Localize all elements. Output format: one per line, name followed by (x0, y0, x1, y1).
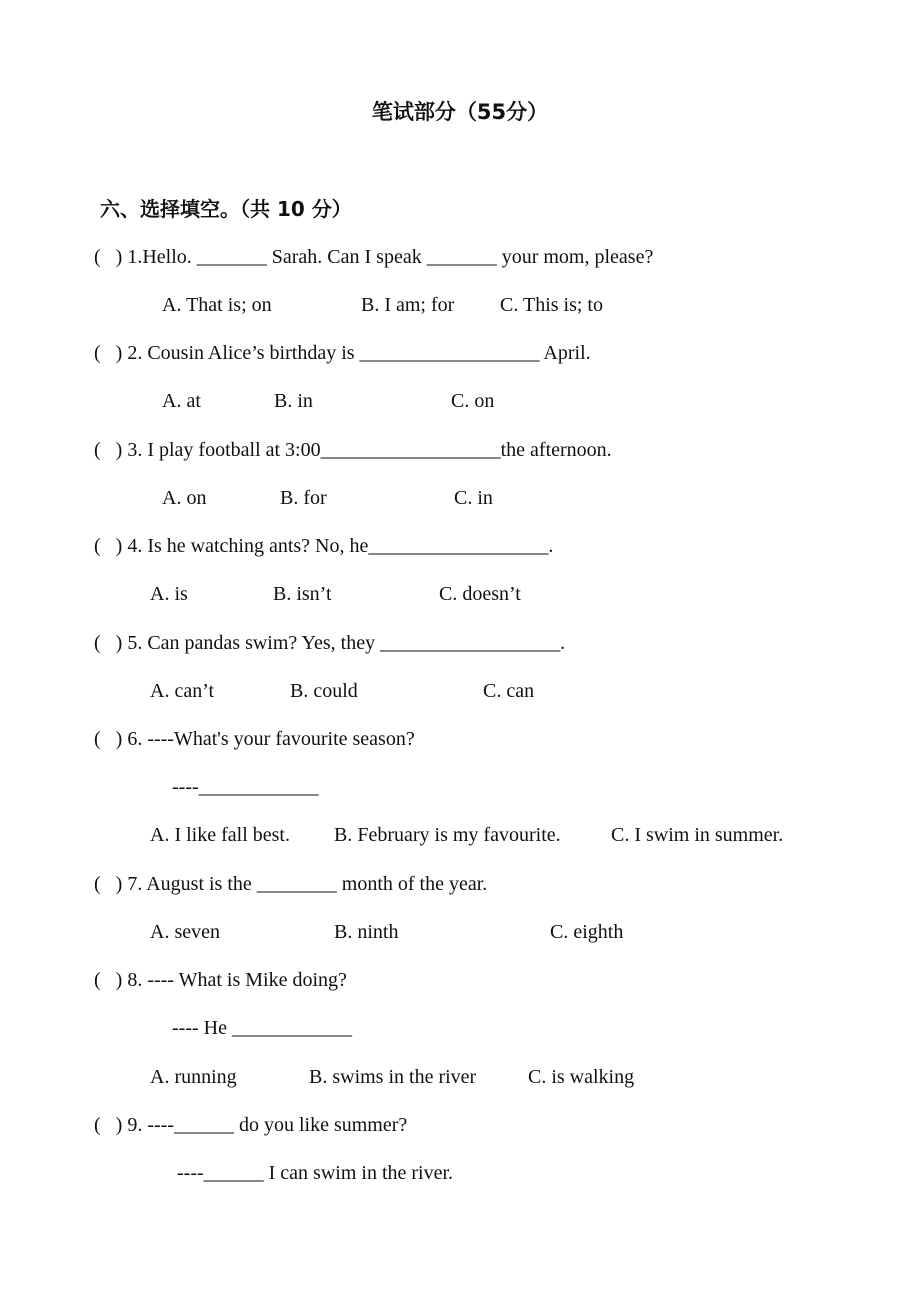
question-7-option-b: B. ninth (334, 921, 399, 943)
question-2-option-c: C. on (451, 390, 495, 412)
page-title: 笔试部分（55分） (371, 100, 549, 124)
question-3-option-a: A. on (162, 487, 207, 509)
question-1-option-c: C. This is; to (500, 294, 603, 316)
question-2-stem: ( ) 2. Cousin Alice’s birthday is __________________ April. (94, 342, 591, 364)
question-8-option-a: A. running (150, 1066, 237, 1088)
question-2-option-a: A. at (162, 390, 201, 412)
question-9-answer-line: ----______ I can swim in the river. (177, 1162, 454, 1184)
question-8-option-c: C. is walking (528, 1066, 635, 1088)
question-4-option-c: C. doesn’t (439, 583, 521, 605)
question-4-option-a: A. is (150, 583, 188, 605)
question-6-answer-line: ----____________ (172, 776, 319, 798)
question-5-stem: ( ) 5. Can pandas swim? Yes, they __________________. (94, 632, 566, 654)
question-7-option-a: A. seven (150, 921, 220, 943)
question-3-option-b: B. for (280, 487, 327, 509)
question-9-stem: ( ) 9. ----______ do you like summer? (94, 1114, 408, 1136)
question-5-option-a: A. can’t (150, 680, 215, 702)
section-heading: 六、选择填空。（共 10 分） (100, 197, 352, 221)
question-8-stem: ( ) 8. ---- What is Mike doing? (94, 969, 347, 991)
question-3-option-c: C. in (454, 487, 493, 509)
question-5-option-b: B. could (290, 680, 358, 702)
question-7-option-c: C. eighth (550, 921, 624, 943)
question-7-stem: ( ) 7. August is the ________ month of the year. (94, 873, 488, 895)
question-6-option-c: C. I swim in summer. (611, 824, 784, 846)
question-3-stem: ( ) 3. I play football at 3:00__________________the afternoon. (94, 439, 612, 461)
question-1-option-a: A. That is; on (162, 294, 272, 316)
question-2-option-b: B. in (274, 390, 313, 412)
question-1-option-b: B. I am; for (361, 294, 455, 316)
question-5-option-c: C. can (483, 680, 535, 702)
question-4-stem: ( ) 4. Is he watching ants? No, he__________________. (94, 535, 554, 557)
question-4-option-b: B. isn’t (273, 583, 332, 605)
question-6-option-a: A. I like fall best. (150, 824, 290, 846)
question-6-stem: ( ) 6. ----What's your favourite season? (94, 728, 415, 750)
question-8-option-b: B. swims in the river (309, 1066, 477, 1088)
question-1-stem: ( ) 1.Hello. _______ Sarah. Can I speak _______ your mom, please? (94, 246, 654, 268)
question-6-option-b: B. February is my favourite. (334, 824, 561, 846)
question-8-answer-line: ---- He ____________ (172, 1017, 352, 1039)
